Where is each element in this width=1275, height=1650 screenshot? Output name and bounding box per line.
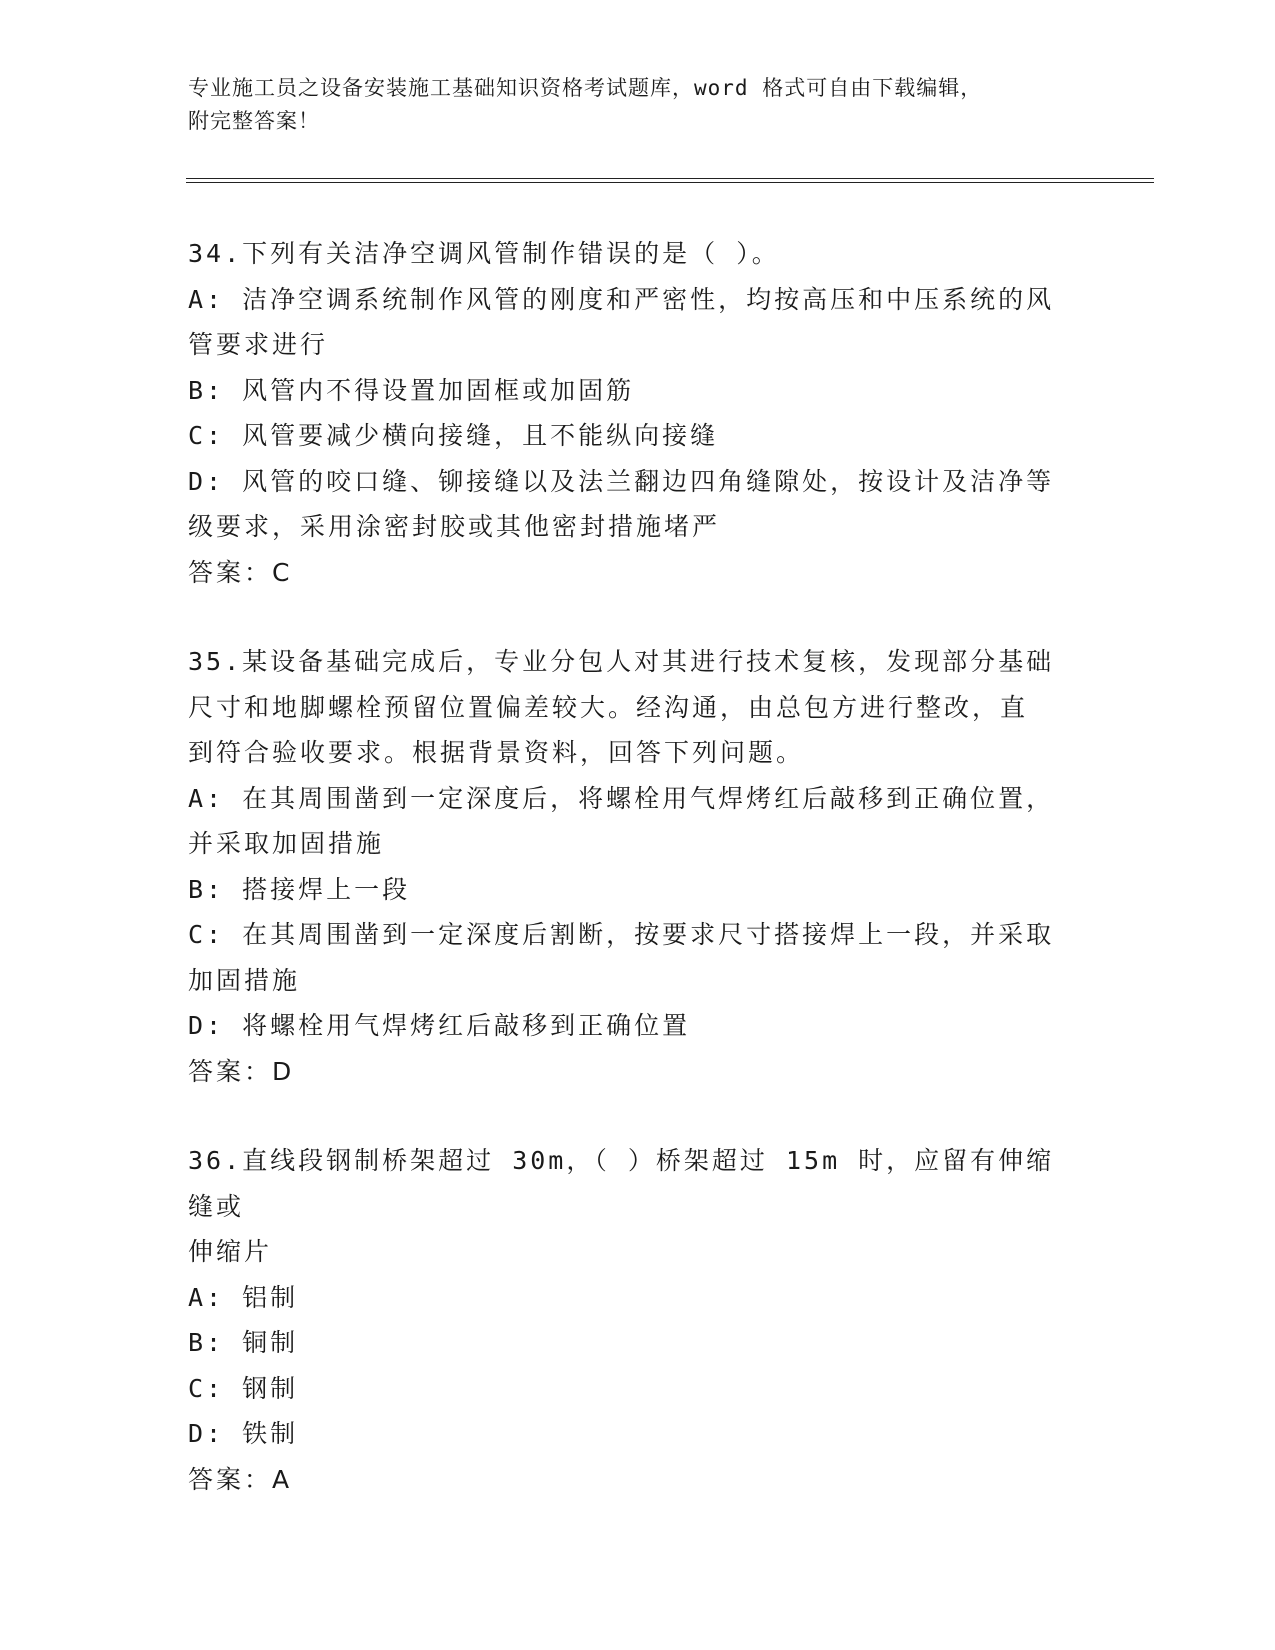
header-rule-top xyxy=(186,178,1154,179)
option-c: C: 在其周围凿到一定深度后割断，按要求尺寸搭接焊上一段，并采取 xyxy=(188,920,1055,949)
option-b: B: 风管内不得设置加固框或加固筋 xyxy=(188,375,635,405)
option-b: B: 搭接焊上一段 xyxy=(188,874,411,904)
answer-line: 答案：D xyxy=(188,1056,295,1086)
question-stem: 36.直线段钢制桥架超过 30m，（ ）桥架超过 15m 时，应留有伸缩缝或 xyxy=(188,1146,1055,1221)
header-line-1: 专业施工员之设备安装施工基础知识资格考试题库，word 格式可自由下载编辑， xyxy=(188,76,983,100)
answer-line: 答案：C xyxy=(188,557,293,587)
option-d: D: 铁制 xyxy=(188,1419,299,1448)
option-a: A: 铝制 xyxy=(188,1282,299,1312)
option-d: D: 将螺栓用气焊烤红后敲移到正确位置 xyxy=(188,1011,691,1040)
question-35 xyxy=(188,639,1078,1094)
question-stem-continued: 尺寸和地脚螺栓预留位置偏差较大。经沟通，由总包方进行整改，直 xyxy=(188,692,1029,722)
option-c: C: 风管要减少横向接缝，且不能纵向接缝 xyxy=(188,421,719,450)
question-list xyxy=(188,231,1078,1546)
question-stem: 34.下列有关洁净空调风管制作错误的是（ ）。 xyxy=(188,239,780,268)
document-header xyxy=(188,72,1088,138)
option-c: C: 钢制 xyxy=(188,1373,299,1403)
option-d: D: 风管的咬口缝、铆接缝以及法兰翻边四角缝隙处，按设计及洁净等 xyxy=(188,466,1055,496)
option-b: B: 铜制 xyxy=(188,1328,299,1357)
question-stem-continued: 到符合验收要求。根据背景资料，回答下列问题。 xyxy=(188,738,805,767)
option-a: A: 在其周围凿到一定深度后，将螺栓用气焊烤红后敲移到正确位置， xyxy=(188,783,1055,813)
option-a-continued: 并采取加固措施 xyxy=(188,829,385,858)
header-line-2: 附完整答案！ xyxy=(188,109,320,133)
option-c-continued: 加固措施 xyxy=(188,965,301,995)
question-stem-continued: 伸缩片 xyxy=(188,1237,273,1266)
answer-line: 答案：A xyxy=(188,1464,293,1494)
question-stem: 35.某设备基础完成后，专业分包人对其进行技术复核，发现部分基础 xyxy=(188,647,1055,676)
option-a-continued: 管要求进行 xyxy=(188,330,329,359)
option-d-continued: 级要求，采用涂密封胶或其他密封措施堵严 xyxy=(188,512,721,541)
header-rule-bottom xyxy=(186,182,1154,183)
option-a: A: 洁净空调系统制作风管的刚度和严密性，均按高压和中压系统的风 xyxy=(188,284,1055,314)
question-36 xyxy=(188,1138,1078,1502)
question-34 xyxy=(188,231,1078,595)
